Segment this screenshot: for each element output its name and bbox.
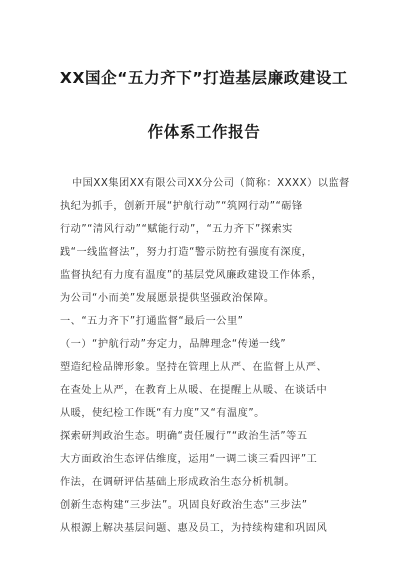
section-heading-1: 一、“五力齐下”打通监督“最后一公里” (60, 316, 244, 327)
paragraph-line-3: 行动”“清风行动”“赋能行动”，“五力齐下”探索实 (60, 224, 293, 235)
paragraph-line-10: 探索研判政治生态。明确“责任履行”“政治生活”等五 (60, 431, 308, 442)
paragraph-line-9: 从暖，使纪检工作既“有力度”又“有温度”。 (60, 408, 265, 419)
document-title-line-2: 作体系工作报告 (147, 123, 261, 141)
paragraph-line-6: 为公司“小而美”发展愿景提供坚强政治保障。 (60, 293, 275, 304)
paragraph-line-13: 创新生态构建“三步法”。巩固良好政治生态“三步法” (60, 500, 308, 511)
paragraph-line-12: 作法，在调研评估基础上形成政治生态分析机制。 (60, 477, 296, 488)
paragraph-line-14: 从根源上解决基层问题、惠及员工，为持续构建和巩固风 (60, 523, 328, 534)
paragraph-line-8: 在查处上从严，在教育上从暖、在提醒上从暖、在谈话中 (60, 385, 328, 396)
paragraph-line-1: 中国XX集团XX有限公司XX分公司（简称：XXXX）以监督 (72, 178, 350, 189)
paragraph-line-4: 践“一线监督法”，努力打造“警示防控有强度有深度， (60, 247, 313, 258)
paragraph-line-2: 执纪为抓手，创新开展“护航行动”“筑网行动”“砺锋 (60, 201, 303, 212)
document-title-line-1: XX国企“五力齐下”打造基层廉政建设工 (59, 69, 349, 87)
subsection-heading-1: （一）“护航行动”夯定力，品牌理念“传递一线” (60, 339, 287, 350)
paragraph-line-5: 监督执纪有力度有温度”的基层党风廉政建设工作体系， (60, 270, 323, 281)
paragraph-line-7: 塑造纪检品牌形象。坚持在管理上从严、在监督上从严、 (60, 362, 328, 373)
paragraph-line-11: 大方面政治生态评估维度，运用“一调二谈三看四评”工 (60, 454, 318, 465)
